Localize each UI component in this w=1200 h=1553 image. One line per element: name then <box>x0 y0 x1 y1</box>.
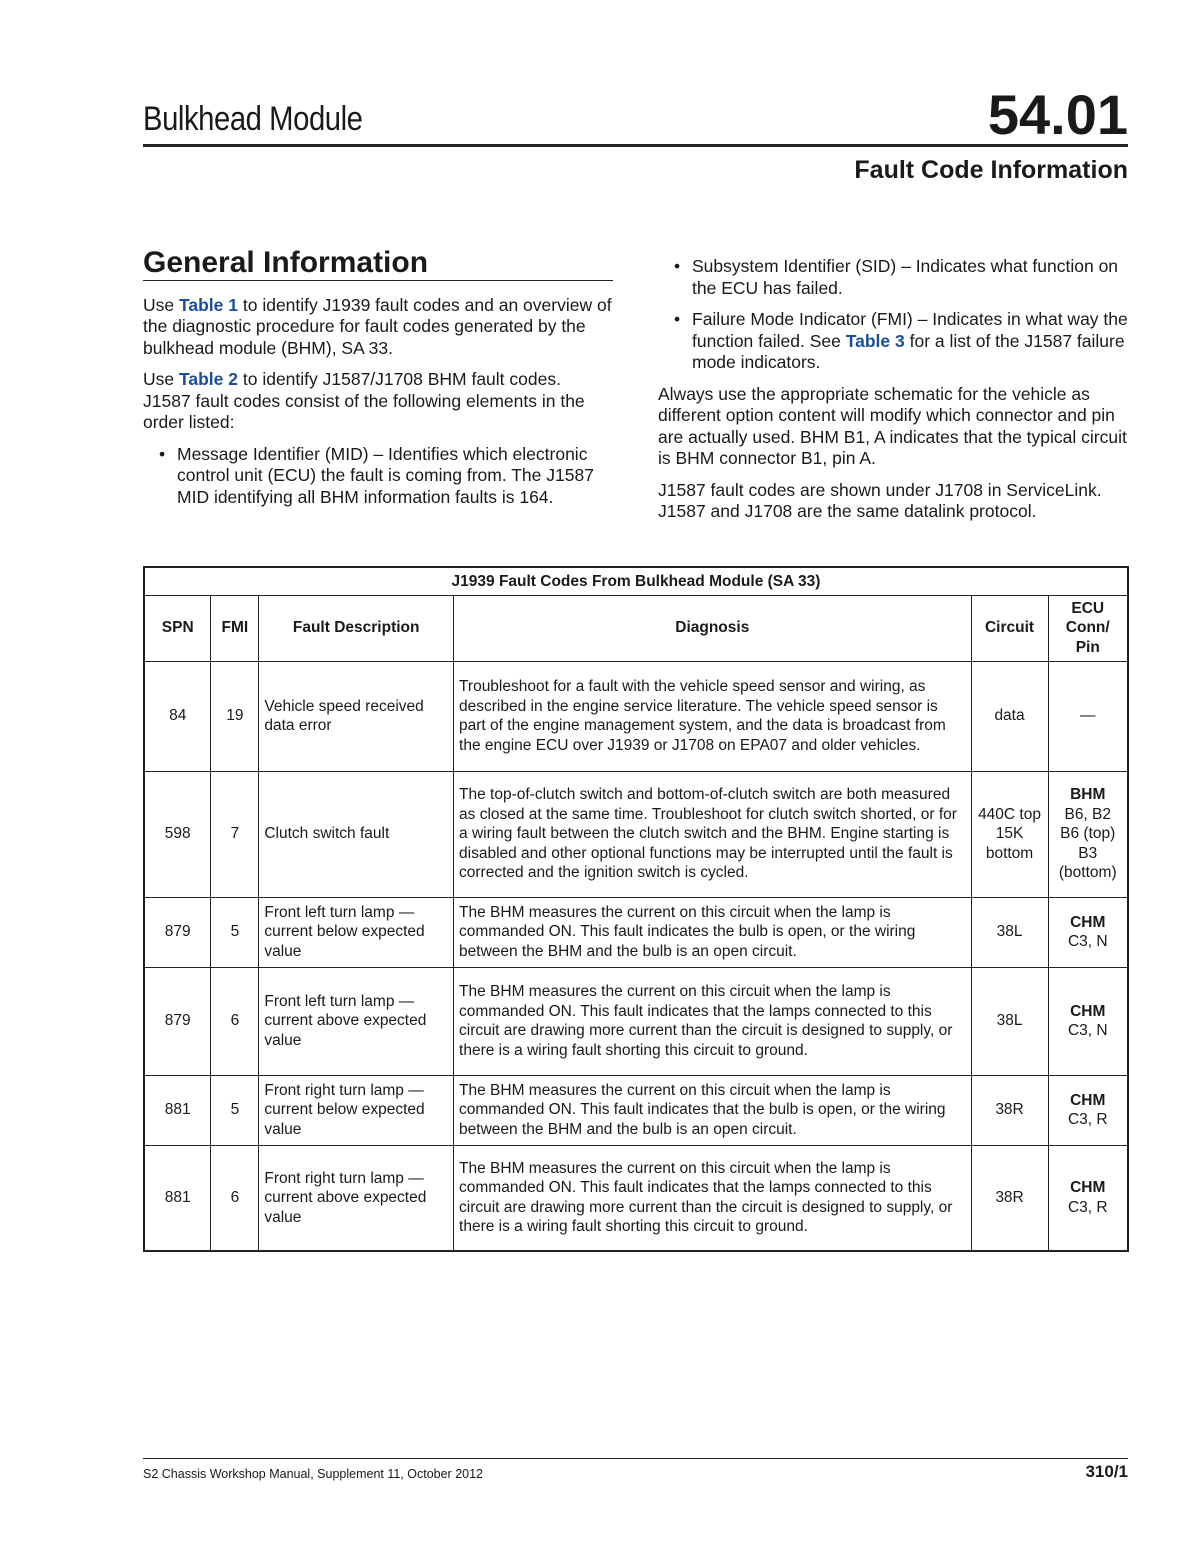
fault-code-table <box>143 566 1129 1252</box>
ecu-module: BHM <box>1070 786 1106 804</box>
bullet-text: Subsystem Identifier (SID) – Indicates what function on the ECU has failed. <box>692 256 1119 298</box>
cell-description: Front left turn lamp — current above expected value <box>259 967 454 1075</box>
cell-spn: 598 <box>144 771 211 897</box>
cell-circuit: 38R <box>971 1075 1048 1145</box>
bullet-icon: • <box>674 256 681 276</box>
list-item <box>674 309 1128 374</box>
cell-diagnosis: The top-of-clutch switch and bottom-of-clutch switch are both measured as closed at the same time. Troubleshoot for clutch switch shorted, or for a wiring fault between the clutch switch and the BHM. Engine starting is disabled and other optional functions may be interrupted until the fault is corrected and the ignition switch is cycled. <box>454 771 972 897</box>
header-spn: SPN <box>144 595 211 661</box>
cell-spn: 84 <box>144 661 211 771</box>
cell-diagnosis: Troubleshoot for a fault with the vehicle speed sensor and wiring, as described in the engine service literature. The vehicle speed sensor is part of the engine management system, and the data is broadcast from the engine ECU over J1939 or J1708 on EPA07 and older vehicles. <box>454 661 972 771</box>
cell-spn: 879 <box>144 967 211 1075</box>
cell-spn: 879 <box>144 897 211 967</box>
document-title: Bulkhead Module <box>143 100 363 138</box>
table-row <box>144 771 1128 897</box>
bullet-list <box>658 256 1128 374</box>
ecu-pin: C3, R <box>1067 1111 1108 1128</box>
table-row <box>144 661 1128 771</box>
footer-rule <box>143 1458 1128 1459</box>
section-subtitle: Fault Code Information <box>854 156 1128 184</box>
bullet-icon: • <box>159 443 166 464</box>
table-caption: J1939 Fault Codes From Bulkhead Module (SA 33) <box>144 567 1128 595</box>
cell-description: Clutch switch fault <box>259 771 454 897</box>
ecu-pin: C3, N <box>1067 1022 1108 1039</box>
cell-fmi: 6 <box>211 967 259 1075</box>
cell-ecu <box>1048 1075 1128 1145</box>
header-circuit: Circuit <box>971 595 1048 661</box>
paragraph-table2 <box>143 369 613 434</box>
cell-circuit: 38L <box>971 967 1048 1075</box>
cell-fmi: 19 <box>211 661 259 771</box>
ecu-pin: C3, R <box>1067 1198 1108 1216</box>
cell-diagnosis: The BHM measures the current on this circuit when the lamp is commanded ON. This fault indicates the bulb is open, or the wiring between the BHM and the bulb is an open circuit. <box>454 897 972 967</box>
table3-link[interactable]: Table 3 <box>845 330 905 351</box>
cell-ecu <box>1048 967 1128 1075</box>
cell-ecu <box>1048 897 1128 967</box>
section-number: 54.01 <box>987 83 1128 146</box>
header-fmi: FMI <box>211 595 259 661</box>
section-heading: General Information <box>143 246 429 279</box>
ecu-pin: C3, N <box>1067 933 1108 950</box>
ecu-pin: — <box>1080 707 1096 725</box>
header-diagnosis: Diagnosis <box>454 595 972 661</box>
cell-fmi: 6 <box>211 1145 259 1251</box>
left-column <box>143 246 613 518</box>
ecu-pin: B6, B2 B6 (top) B3 (bottom) <box>1058 805 1117 882</box>
header-fault-description: Fault Description <box>259 595 454 661</box>
list-item <box>674 256 1128 299</box>
table-row <box>144 1075 1128 1145</box>
table-row <box>144 1145 1128 1251</box>
cell-description: Front right turn lamp — current above expected value <box>259 1145 454 1251</box>
list-item <box>159 443 613 509</box>
right-column <box>658 256 1128 533</box>
text: to identify J1587/J1708 BHM fault codes. J1587 fault codes consist of the following elements in the order listed: <box>143 369 585 432</box>
cell-diagnosis: The BHM measures the current on this circuit when the lamp is commanded ON. This fault indicates that the lamps connected to this circuit are drawing more current than the circuit is designed to supply, or there is a wiring fault shorting this circuit to ground. <box>454 1145 972 1251</box>
paragraph-schematic: Always use the appropriate schematic for the vehicle as different option content will modify which connector and pin are actually used. BHM B1, A indicates that the typical circuit is BHM connector B1, pin A. <box>658 383 1127 468</box>
text: Use <box>143 369 179 389</box>
table2-link[interactable]: Table 2 <box>178 369 238 389</box>
table-row <box>144 967 1128 1075</box>
cell-spn: 881 <box>144 1145 211 1251</box>
cell-circuit: 38L <box>971 897 1048 967</box>
bullet-list <box>143 444 613 509</box>
cell-ecu <box>1048 661 1128 771</box>
heading-rule <box>143 280 613 281</box>
page-number: 310/1 <box>1085 1462 1128 1481</box>
footer-text: S2 Chassis Workshop Manual, Supplement 11, October 2012 <box>143 1467 484 1481</box>
bullet-text: Message Identifier (MID) – Identifies which electronic control unit (ECU) the fault is coming from. The J1587 MID identifying all BHM information faults is 164. <box>177 443 594 507</box>
header-ecu-conn-pin: ECU Conn/ Pin <box>1048 595 1128 661</box>
cell-fmi: 7 <box>211 771 259 897</box>
cell-circuit: 440C top 15K bottom <box>971 771 1048 897</box>
cell-ecu <box>1048 1145 1128 1251</box>
bullet-text: for a list of the J1587 failure mode indicators. <box>692 330 1125 372</box>
cell-description: Front right turn lamp — current below expected value <box>259 1075 454 1145</box>
cell-description: Vehicle speed received data error <box>259 661 454 771</box>
cell-circuit: 38R <box>971 1145 1048 1251</box>
text: to identify J1939 fault codes and an overview of the diagnostic procedure for fault codes generated by the bulkhead module (BHM), SA 33. <box>143 294 612 358</box>
ecu-module: CHM <box>1070 1002 1106 1020</box>
table-row <box>144 897 1128 967</box>
header-rule <box>143 144 1128 147</box>
ecu-module: CHM <box>1070 1091 1106 1109</box>
paragraph-table1 <box>143 295 613 360</box>
cell-ecu <box>1048 771 1128 897</box>
cell-diagnosis: The BHM measures the current on this circuit when the lamp is commanded ON. This fault indicates that the bulb is open, or the wiring between the BHM and the bulb is an open circuit. <box>454 1075 972 1145</box>
bullet-icon: • <box>674 309 681 329</box>
text: Use <box>143 294 179 315</box>
ecu-module: CHM <box>1070 913 1106 931</box>
cell-spn: 881 <box>144 1075 211 1145</box>
cell-diagnosis: The BHM measures the current on this circuit when the lamp is commanded ON. This fault indicates that the lamps connected to this circuit are drawing more current than the circuit is designed to supply, or there is a wiring fault shorting this circuit to ground. <box>454 967 972 1075</box>
cell-fmi: 5 <box>211 1075 259 1145</box>
bullet-text: Failure Mode Indicator (FMI) – Indicates in what way the function failed. See <box>692 309 1128 351</box>
cell-fmi: 5 <box>211 897 259 967</box>
paragraph-j1708: J1587 fault codes are shown under J1708 in ServiceLink. J1587 and J1708 are the same datalink protocol. <box>658 479 1102 521</box>
cell-circuit: data <box>971 661 1048 771</box>
cell-description: Front left turn lamp — current below expected value <box>259 897 454 967</box>
ecu-module: CHM <box>1070 1179 1106 1197</box>
table1-link[interactable]: Table 1 <box>178 294 238 315</box>
